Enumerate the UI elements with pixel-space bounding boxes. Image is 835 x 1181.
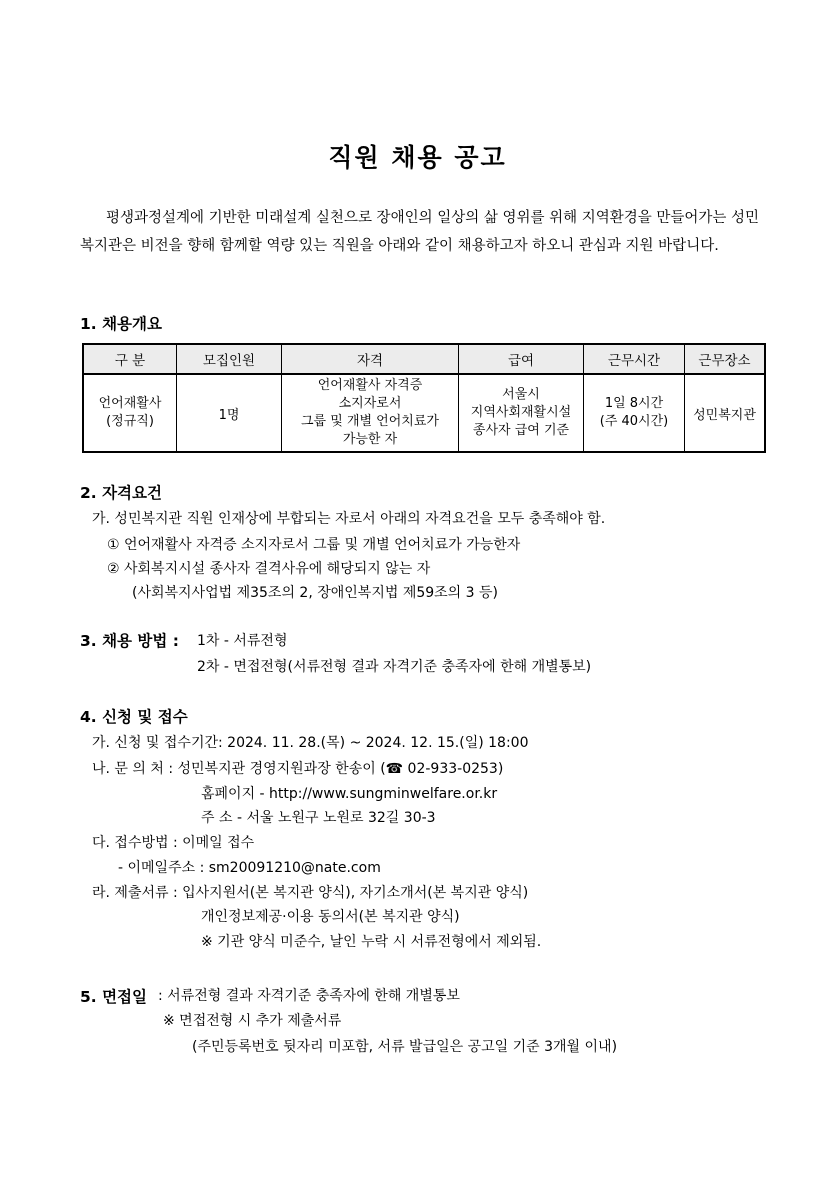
header-qualification: 자격 xyxy=(282,344,459,374)
cell-salary: 서울시 지역사회재활시설 종사자 급여 기준 xyxy=(459,374,584,452)
documents-note: ※ 기관 양식 미준수, 날인 누락 시 서류전형에서 제외됨. xyxy=(201,934,542,950)
qualification-item-2-note: (사회복지사업법 제35조의 2, 장애인복지법 제59조의 3 등) xyxy=(132,585,498,601)
qualification-line-ga: 가. 성민복지관 직원 인재상에 부합되는 자로서 아래의 자격요건을 모두 충족해야 함. xyxy=(92,511,606,527)
required-documents: 라. 제출서류 : 입사지원서(본 복지관 양식), 자기소개서(본 복지관 양식) xyxy=(92,885,529,901)
header-hours: 근무시간 xyxy=(584,344,685,374)
qualification-item-2: ② 사회복지시설 종사자 결격사유에 해당되지 않는 자 xyxy=(107,561,431,577)
contact-info: 나. 문 의 처 : 성민복지관 경영지원과장 한송이 (☎ 02-933-0253) xyxy=(92,761,504,777)
table-header-row xyxy=(83,344,765,374)
interview-note-detail: (주민등록번호 뒷자리 미포함, 서류 발급일은 공고일 기준 3개월 이내) xyxy=(192,1039,618,1055)
header-count: 모집인원 xyxy=(177,344,282,374)
interview-note: ※ 면접전형 시 추가 제출서류 xyxy=(163,1013,342,1029)
intro-paragraph: 평생과정설계에 기반한 미래설계 실천으로 장애인의 일상의 삶 영위를 위해 지역환경을 만들어가는 성민복지관은 비전을 향해 함께할 역량 있는 직원을 아래와 같이 채용하고자 하오니 관심과 지원 바랍니다. xyxy=(80,210,759,254)
header-location: 근무장소 xyxy=(685,344,766,374)
cell-location: 성민복지관 xyxy=(685,374,766,452)
cell-hours: 1일 8시간 (주 40시간) xyxy=(584,374,685,452)
application-period: 가. 신청 및 접수기간: 2024. 11. 28.(목) ~ 2024. 12. 15.(일) 18:00 xyxy=(92,735,529,751)
section3-heading: 3. 채용 방법 : xyxy=(80,632,179,650)
section4-heading: 4. 신청 및 접수 xyxy=(80,708,188,726)
section1-heading: 1. 채용개요 xyxy=(80,315,162,333)
hiring-step-1: 1차 - 서류전형 xyxy=(197,633,288,649)
email-address: - 이메일주소 : sm20091210@nate.com xyxy=(118,860,381,876)
section2-heading: 2. 자격요건 xyxy=(80,484,162,502)
qualification-item-1: ① 언어재활사 자격증 소지자로서 그룹 및 개별 언어치료가 가능한자 xyxy=(107,537,521,553)
application-method: 다. 접수방법 : 이메일 접수 xyxy=(92,835,255,851)
homepage-url: 홈페이지 - http://www.sungminwelfare.or.kr xyxy=(201,786,498,802)
header-category: 구 분 xyxy=(83,344,177,374)
hiring-step-2: 2차 - 면접전형(서류전형 결과 자격기준 충족자에 한해 개별통보) xyxy=(197,659,592,675)
page-title: 직원 채용 공고 xyxy=(328,143,507,172)
cell-position: 언어재활사 (정규직) xyxy=(83,374,177,452)
address: 주 소 - 서울 노원구 노원로 32길 30-3 xyxy=(201,810,436,826)
table-row xyxy=(83,374,765,452)
cell-qualification: 언어재활사 자격증 소지자로서 그룹 및 개별 언어치료가 가능한 자 xyxy=(282,374,459,452)
interview-notice: : 서류전형 결과 자격기준 충족자에 한해 개별통보 xyxy=(158,988,460,1004)
required-documents-2: 개인정보제공·이용 동의서(본 복지관 양식) xyxy=(201,909,460,925)
recruitment-overview-table xyxy=(82,343,766,453)
section5-heading: 5. 면접일 xyxy=(80,988,147,1006)
header-salary: 급여 xyxy=(459,344,584,374)
cell-count: 1명 xyxy=(177,374,282,452)
